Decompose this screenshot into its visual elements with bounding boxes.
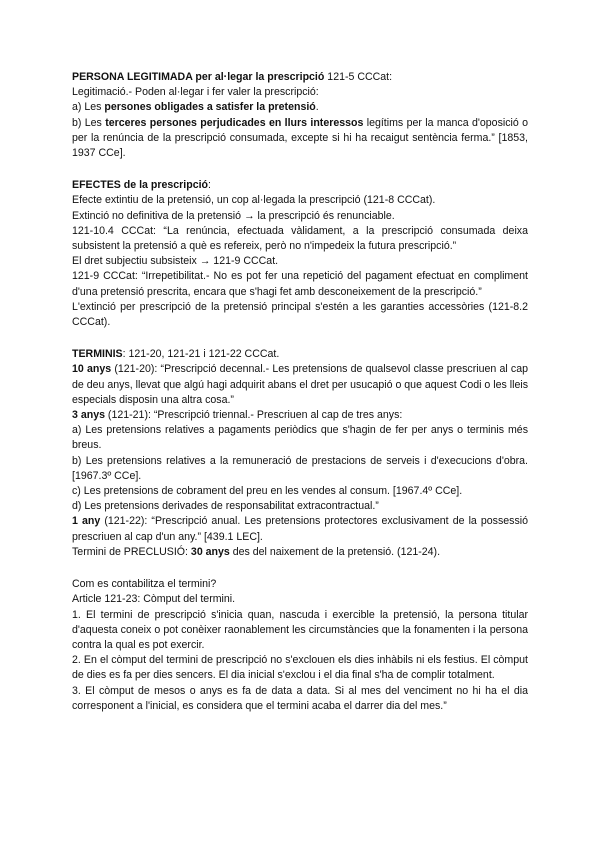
section-terminis bbox=[72, 347, 528, 560]
paragraph: L'extinció per prescripció de la pretensió principal s'estén a les garanties accessòries (121-8.2 CCCat). bbox=[72, 300, 528, 329]
paragraph-item-a: a) Les persones obligades a satisfer la pretensió. bbox=[72, 101, 319, 114]
paragraph-item-b: b) Les terceres persones perjudicades en llurs interessos legítims per la manca d'oposició o per la renúncia de la prescripció consumada, excepte si hi ha recaigut sentència ferma.” [1853, 1937 CCe]. bbox=[72, 116, 528, 160]
paragraph: 1. El termini de prescripció s'inicia quan, nascuda i exercible la pretensió, la persona titular d'aquesta coneix o pot conèixer raonablement les circumstàncies que la fonamenten i la persona contra la qual es pot exercir. bbox=[72, 608, 528, 651]
paragraph-1-any: 1 any (121-22): “Prescripció anual. Les pretensions protectores exclusivament de la possessió prescriuen al cap d'un any.” [439.1 LEC]. bbox=[72, 515, 529, 543]
heading-bold: EFECTES de la prescripció bbox=[72, 179, 208, 192]
document-page bbox=[72, 70, 528, 731]
section-heading bbox=[72, 178, 528, 193]
paragraph: 2. En el còmput del termini de prescripció no s'exclouen els dies inhàbils ni els festius. El còmput de dies es fa per dies sencers. El dia inicial s'exclou i el dia final s'ha de complir totalment. bbox=[72, 654, 528, 682]
paragraph-10-anys: 10 anys (121-20): “Prescripció decennal.- Les pretensions de qualsevol classe prescriuen al cap de deu anys, llevat que algú hagi adquirit abans el dret per usucapió o que aquest Codi o les lleis especials disposin una altra cosa.” bbox=[72, 363, 528, 406]
paragraph: 121-10.4 CCCat: “La renúncia, efectuada vàlidament, a la prescripció consumada deixa subsistent la pretensió a què es refereix, però no n'impedeix la futura prescripció.” bbox=[72, 224, 528, 253]
section-persona-legitimada bbox=[72, 70, 528, 161]
heading-rest: : bbox=[208, 179, 211, 192]
paragraph-item-a: a) Les pretensions relatives a pagaments periòdics que s'hagin de fer per anys o terminis més breus. bbox=[72, 424, 528, 452]
paragraph: Efecte extintiu de la pretensió, un cop al·legada la prescripció (121-8 CCCat). bbox=[72, 194, 436, 207]
section-computo bbox=[72, 577, 528, 714]
section-heading bbox=[72, 347, 528, 362]
section-efectes bbox=[72, 178, 528, 330]
paragraph: Extinció no definitiva de la pretensió → la prescripció és renunciable. bbox=[72, 209, 395, 222]
paragraph: 3. El còmput de mesos o anys es fa de data a data. Si al mes del venciment no hi ha el dia corresponent a l'inicial, es considera que el termini acaba el darrer dia del mes.” bbox=[72, 684, 528, 712]
paragraph-item-b: b) Les pretensions relatives a la remuneració de prestacions de serveis i d'execucions d'obra. [1967.3º CCe]. bbox=[72, 454, 528, 482]
paragraph-item-c: c) Les pretensions de cobrament del preu en les vendes al consum. [1967.4º CCe]. bbox=[72, 485, 463, 498]
paragraph-3-anys: 3 anys (121-21): “Prescripció triennal.- Prescriuen al cap de tres anys: bbox=[72, 409, 403, 422]
heading-bold: PERSONA LEGITIMADA per al·legar la prescripció bbox=[72, 71, 325, 83]
paragraph: El dret subjectiu subsisteix → 121-9 CCCat. bbox=[72, 255, 279, 268]
heading-rest: : 121-20, 121-21 i 121-22 CCCat. bbox=[122, 348, 280, 361]
paragraph-item-d: d) Les pretensions derivades de responsabilitat extracontractual.” bbox=[72, 500, 379, 513]
section-heading bbox=[72, 70, 528, 85]
paragraph-preclusio: Termini de PRECLUSIÓ: 30 anys des del naixement de la pretensió. (121-24). bbox=[72, 545, 441, 558]
paragraph: Com es contabilitza el termini? bbox=[72, 578, 217, 591]
paragraph: Article 121-23: Còmput del termini. bbox=[72, 593, 236, 606]
paragraph: Legitimació.- Poden al·legar i fer valer la prescripció: bbox=[72, 86, 319, 99]
heading-rest: 121-5 CCCat: bbox=[324, 71, 393, 83]
paragraph: 121-9 CCCat: “Irrepetibilitat.- No es pot fer una repetició del pagament efectuat en compliment d'una pretensió prescrita, encara que s'hagi fet amb desconeixement de la prescripció.” bbox=[72, 270, 528, 298]
heading-bold: TERMINIS bbox=[72, 348, 123, 361]
